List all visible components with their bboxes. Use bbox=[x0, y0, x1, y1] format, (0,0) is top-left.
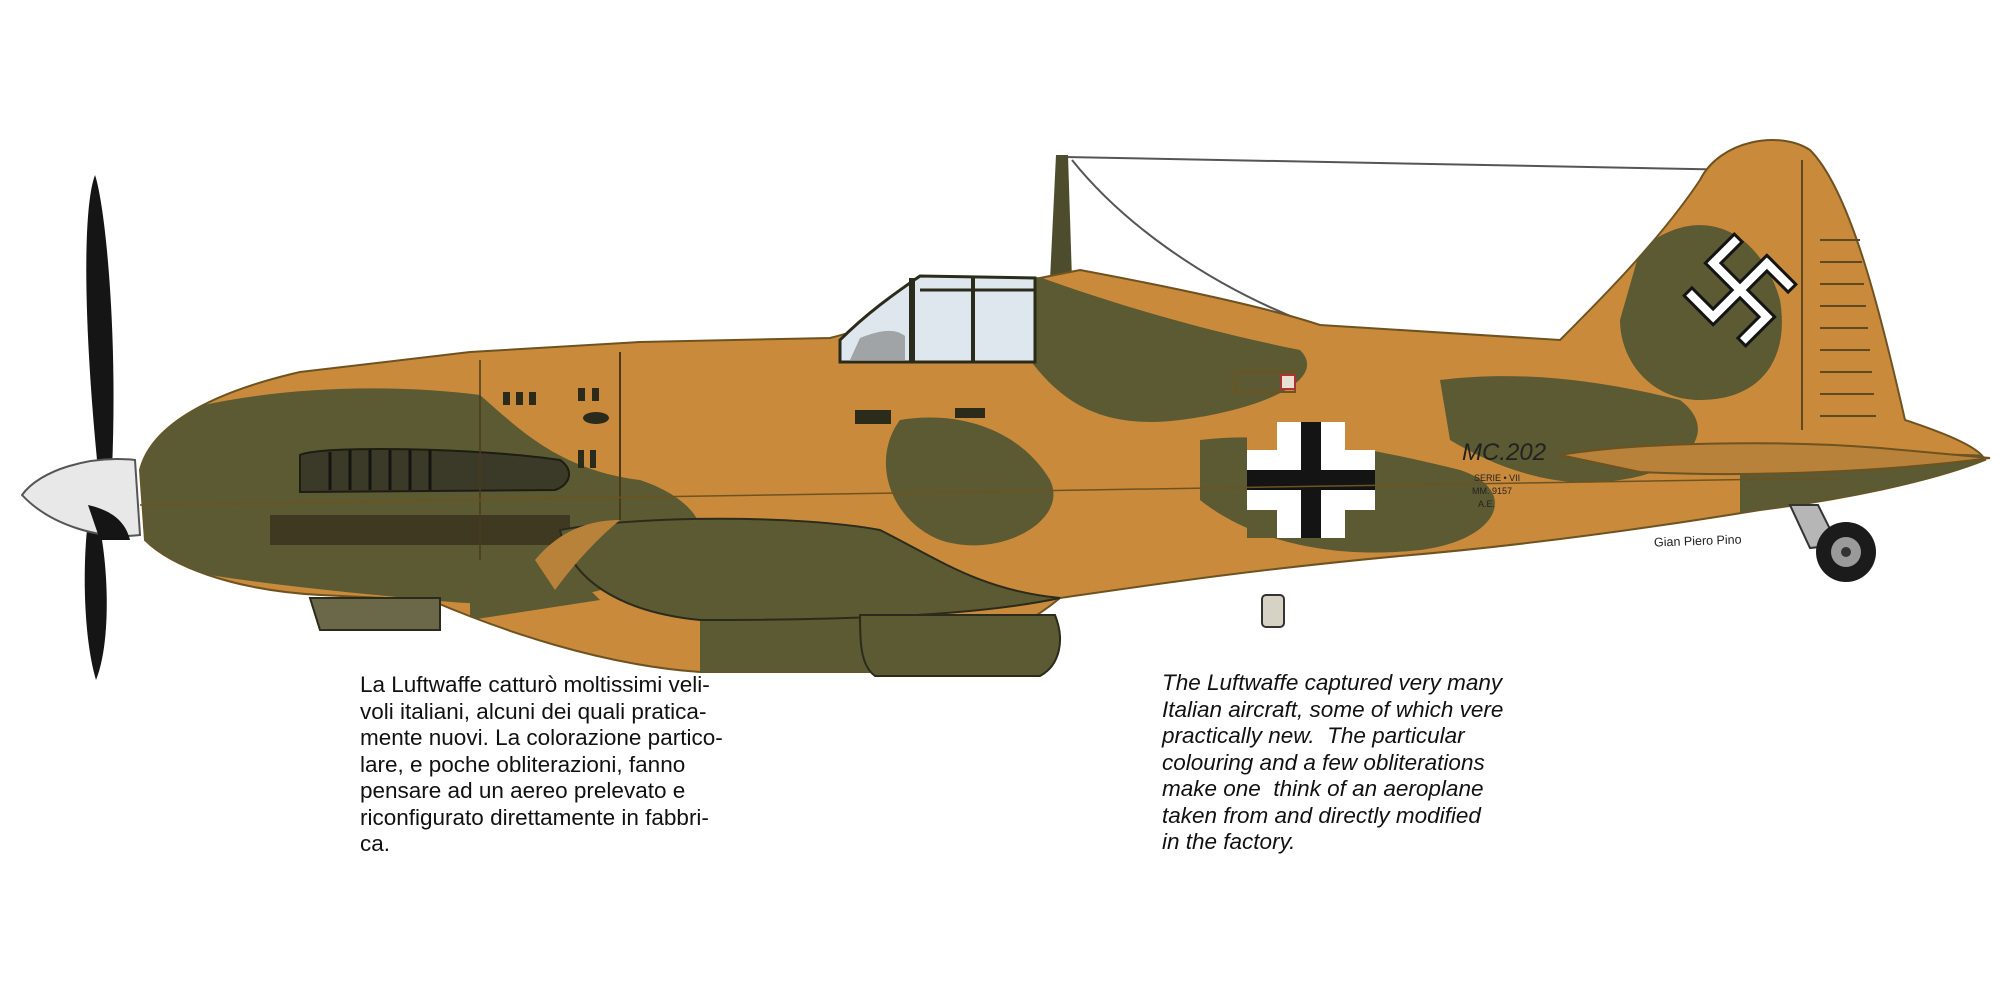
retracted-tailwheel-door bbox=[1262, 595, 1284, 627]
artist-signature: Gian Piero Pino bbox=[1653, 532, 1742, 550]
propeller bbox=[22, 175, 140, 680]
antenna-wire bbox=[1065, 157, 1745, 170]
radio-mast bbox=[1050, 155, 1072, 280]
stencil-line-3: A.E. bbox=[1478, 499, 1496, 509]
stencil-line-1: SERIE • VII bbox=[1474, 473, 1521, 483]
balkenkreuz-marking bbox=[1247, 422, 1375, 538]
cockpit-canopy bbox=[840, 276, 1035, 362]
caption-italian: La Luftwaffe catturò moltissimi veli- voli italiani, alcuni dei quali pratica- mente nuovi. La colorazione partico- lare, e poche obliterazioni, fanno pensare ad un aereo prelevato e riconfigurato direttamente in fabbri- ca. bbox=[360, 672, 723, 856]
engine-exhaust bbox=[300, 449, 569, 492]
designation-text: MC.202 bbox=[1462, 439, 1547, 466]
stencil-line-2: MM. 9157 bbox=[1472, 486, 1513, 496]
radiator-scoop bbox=[860, 615, 1060, 676]
exhaust-stain bbox=[270, 515, 570, 545]
caption-english: The Luftwaffe captured very many Italian aircraft, some of which vere practically new. The particular colouring and a few obliterations make one think of an aeroplane taken from and directly modified in the factory. bbox=[1162, 670, 1504, 854]
tail-wheel bbox=[1790, 505, 1876, 582]
oil-cooler bbox=[310, 598, 440, 630]
